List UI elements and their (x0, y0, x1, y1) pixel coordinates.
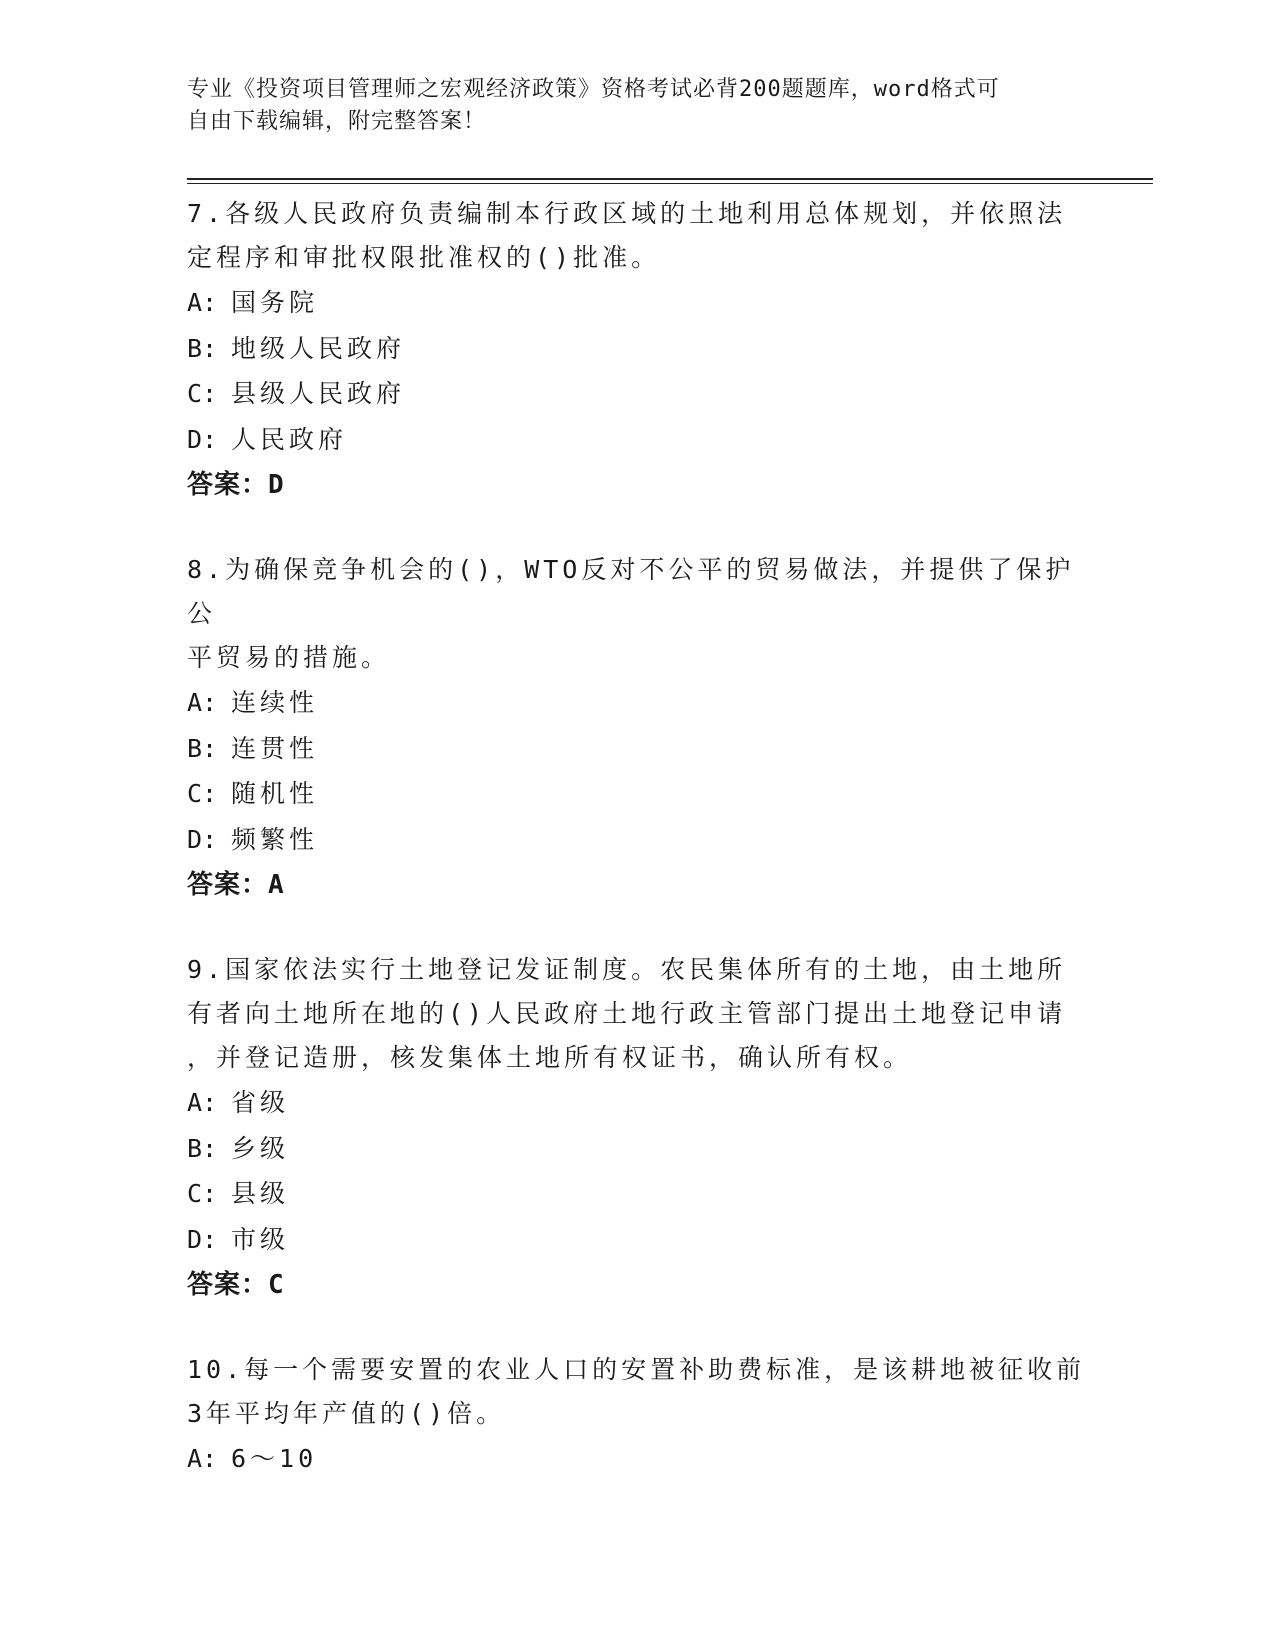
header-line-2: 自由下载编辑，附完整答案！ (187, 109, 487, 134)
option-d (187, 817, 1087, 863)
option-label: B: (187, 333, 218, 363)
question-list (187, 192, 1087, 1522)
option-text: 县级人民政府 (231, 379, 406, 408)
option-label: A: (187, 288, 218, 317)
option-c (187, 1171, 1087, 1217)
option-d (187, 417, 1087, 463)
answer: 答案：C (187, 1270, 285, 1300)
question-stem-line: 有者向土地所在地的()人民政府土地行政主管部门提出土地登记申请 (187, 999, 1067, 1028)
header-rule-thick (187, 178, 1153, 180)
option-label: A: (187, 1444, 218, 1473)
question-stem-line: 平贸易的措施。 (187, 643, 391, 672)
answer: 答案：A (187, 870, 285, 900)
header-rule-thin (187, 183, 1153, 184)
option-text: 6～10 (231, 1444, 318, 1473)
question-7 (187, 192, 1087, 508)
option-d (187, 1217, 1087, 1263)
option-text: 县级 (231, 1179, 290, 1208)
option-text: 地级人民政府 (231, 333, 406, 363)
question-stem-line: ，并登记造册，核发集体土地所有权证书，确认所有权。 (187, 1043, 913, 1072)
option-a (187, 1080, 1087, 1126)
option-label: C: (187, 1179, 218, 1208)
option-b (187, 1126, 1087, 1172)
question-9 (187, 948, 1087, 1308)
option-c (187, 371, 1087, 417)
question-stem-line: 定程序和审批权限批准权的()批准。 (187, 243, 661, 272)
option-label: D: (187, 824, 218, 854)
option-c (187, 771, 1087, 817)
option-label: D: (187, 1224, 218, 1254)
option-text: 乡级 (231, 1133, 290, 1163)
question-stem-line: 9.国家依法实行土地登记发证制度。农民集体所有的土地，由土地所 (187, 955, 1067, 984)
question-8 (187, 548, 1087, 908)
question-stem-line: 8.为确保竞争机会的()，WTO反对不公平的贸易做法，并提供了保护公 (187, 555, 1075, 628)
option-label: C: (187, 779, 218, 808)
option-label: A: (187, 688, 218, 717)
option-a (187, 680, 1087, 726)
option-label: C: (187, 379, 218, 408)
option-label: B: (187, 1133, 218, 1163)
option-text: 随机性 (231, 779, 319, 808)
option-text: 省级 (231, 1088, 290, 1117)
option-text: 市级 (231, 1224, 290, 1254)
option-label: B: (187, 733, 218, 763)
option-a (187, 1436, 1087, 1482)
question-stem-line: 3年平均年产值的()倍。 (187, 1399, 506, 1428)
option-text: 人民政府 (231, 424, 348, 454)
option-a (187, 280, 1087, 326)
option-text: 连续性 (231, 688, 319, 717)
option-label: D: (187, 424, 218, 454)
question-10 (187, 1348, 1087, 1482)
answer: 答案：D (187, 470, 285, 500)
option-text: 频繁性 (231, 824, 319, 854)
header-line-1: 专业《投资项目管理师之宏观经济政策》资格考试必背200题题库，word格式可 (187, 77, 1000, 102)
option-text: 连贯性 (231, 733, 319, 763)
option-label: A: (187, 1088, 218, 1117)
question-stem-line: 10.每一个需要安置的农业人口的安置补助费标准，是该耕地被征收前 (187, 1355, 1086, 1384)
question-stem-line: 7.各级人民政府负责编制本行政区域的土地利用总体规划，并依照法 (187, 199, 1067, 228)
option-text: 国务院 (231, 288, 319, 317)
option-b (187, 726, 1087, 772)
document-header (187, 74, 1067, 138)
option-b (187, 326, 1087, 372)
